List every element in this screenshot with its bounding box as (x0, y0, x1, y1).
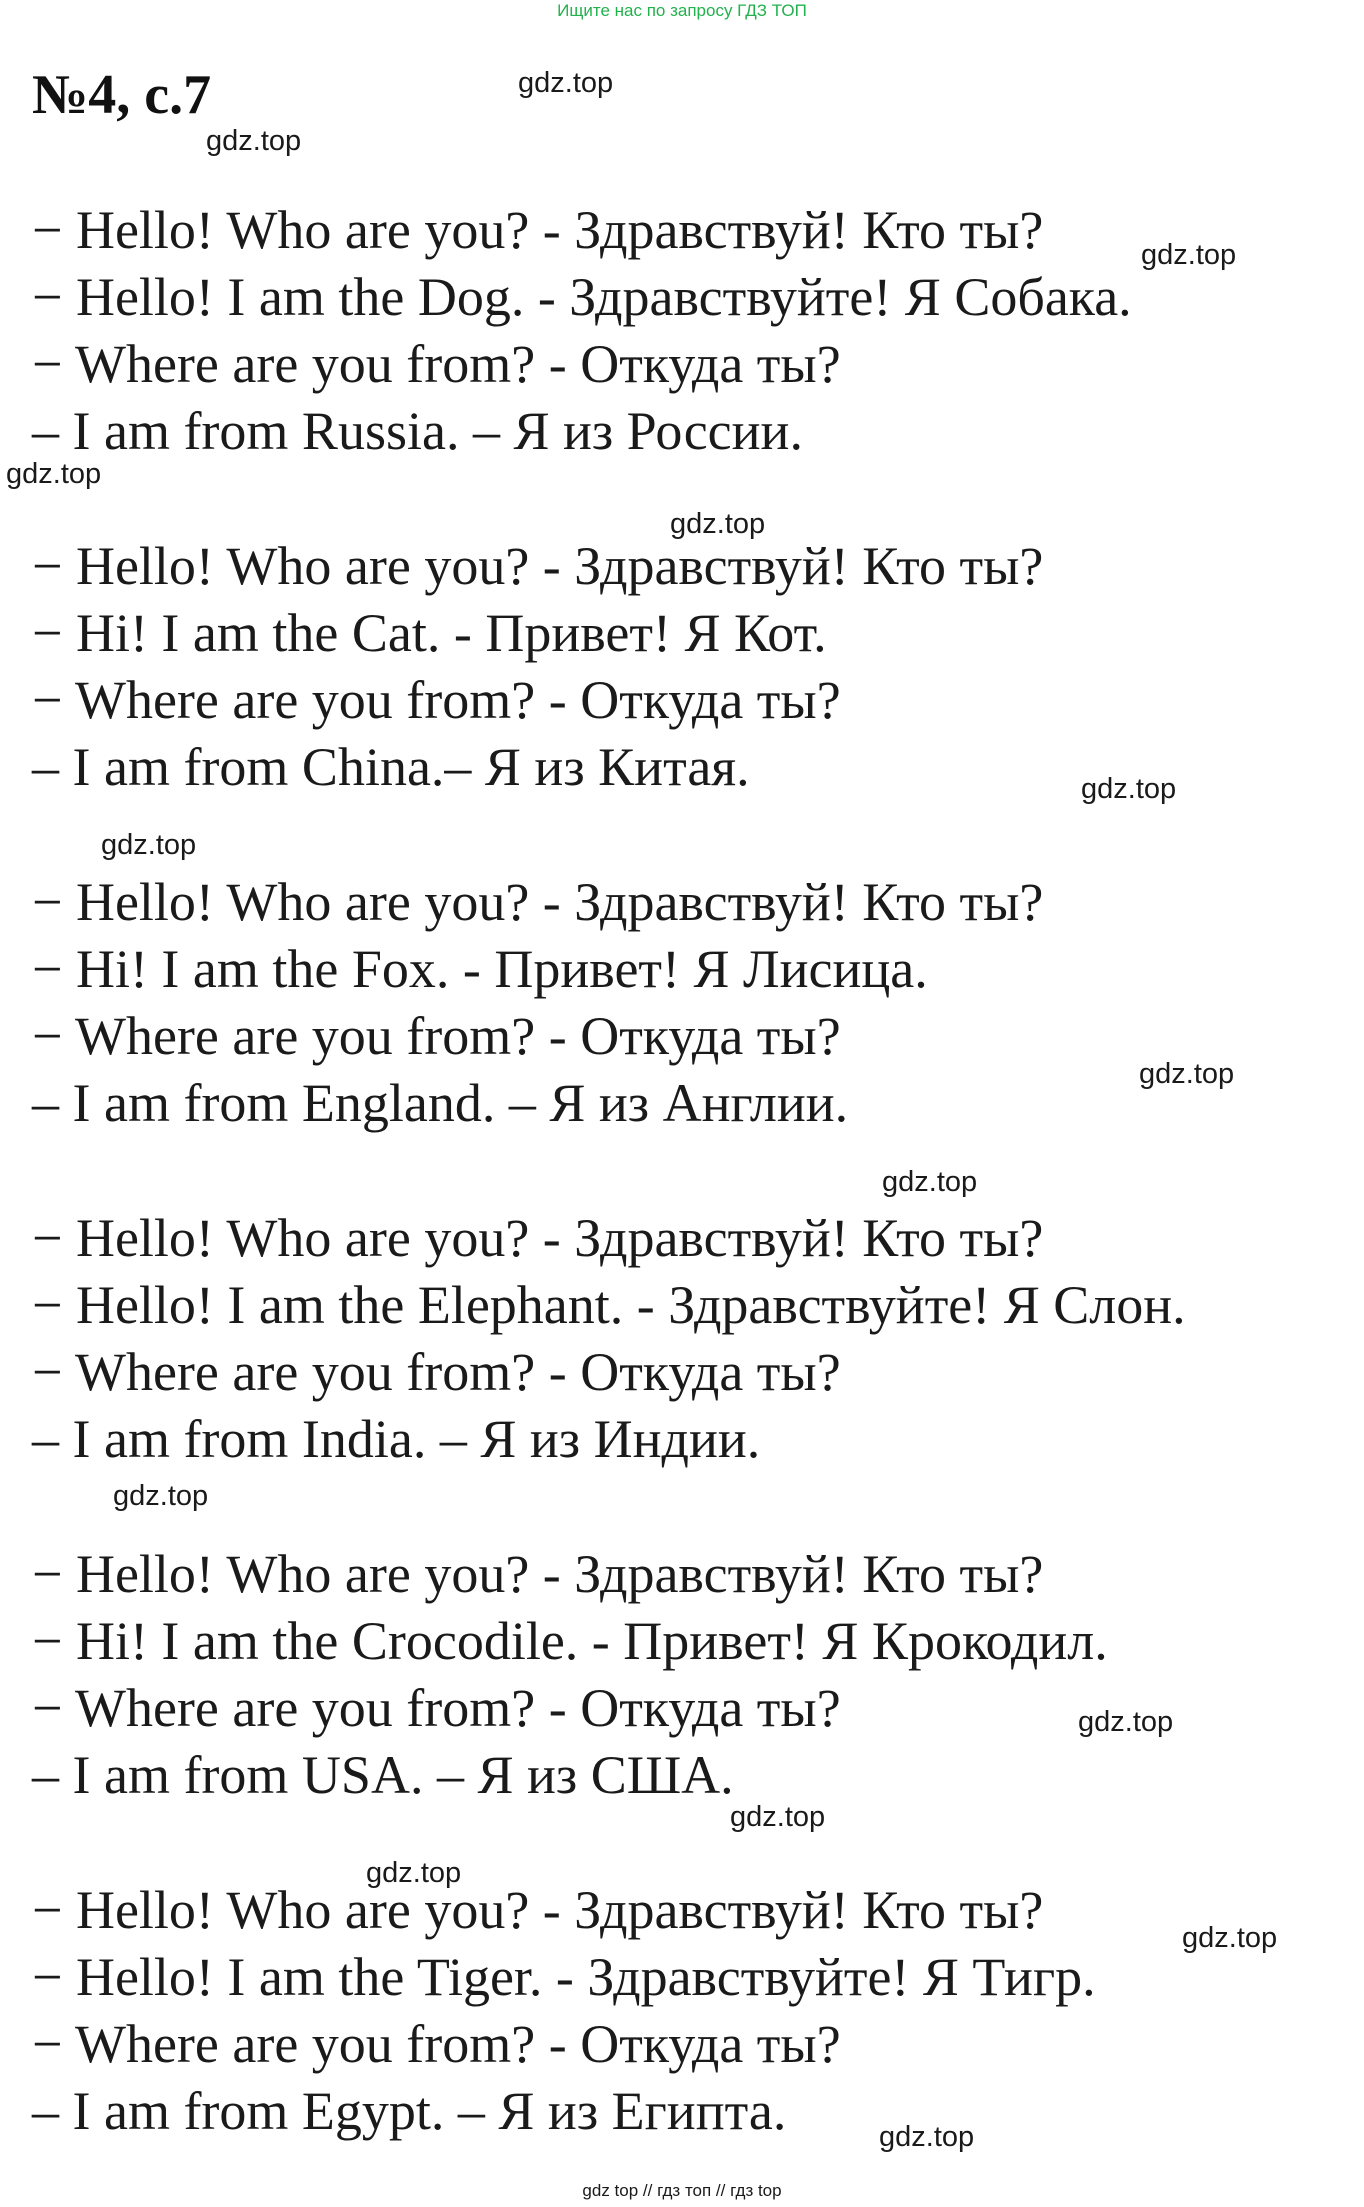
dialogue-6-line-2: − Hello! I am the Tiger. - Здравствуйте! Я Тигр. (32, 1947, 1096, 2007)
watermark: gdz.top (879, 2121, 975, 2153)
watermark: gdz.top (518, 67, 614, 99)
page-title: №4, с.7 (32, 64, 212, 126)
dialogue-4-line-2: − Hello! I am the Elephant. - Здравствуйте! Я Слон. (32, 1275, 1186, 1335)
dialogue-5-line-2: − Hi! I am the Crocodile. - Привет! Я Крокодил. (32, 1611, 1108, 1671)
dialogue-6-line-1: − Hello! Who are you? - Здравствуй! Кто ты? (32, 1880, 1044, 1940)
dialogue-3-line-4: – I am from England. – Я из Англии. (32, 1073, 849, 1133)
watermark: gdz.top (1141, 239, 1237, 271)
dialogue-4-line-4: – I am from India. – Я из Индии. (32, 1409, 761, 1469)
dialogue-1-line-4: – I am from Russia. – Я из России. (32, 401, 803, 461)
dialogue-1-line-1: − Hello! Who are you? - Здравствуй! Кто ты? (32, 200, 1044, 260)
watermark: gdz.top (1081, 773, 1177, 805)
watermark: gdz.top (730, 1801, 826, 1833)
dialogue-5-line-3: − Where are you from? - Откуда ты? (32, 1678, 841, 1738)
dialogue-5-line-1: − Hello! Who are you? - Здравствуй! Кто ты? (32, 1544, 1044, 1604)
dialogue-4-line-3: − Where are you from? - Откуда ты? (32, 1342, 841, 1402)
dialogue-4-line-1: − Hello! Who are you? - Здравствуй! Кто ты? (32, 1208, 1044, 1268)
watermark: gdz.top (206, 125, 302, 157)
watermark: gdz.top (113, 1480, 209, 1512)
dialogue-6-line-4: – I am from Egypt. – Я из Египта. (32, 2081, 787, 2141)
dialogue-2-line-2: − Hi! I am the Cat. - Привет! Я Кот. (32, 603, 827, 663)
watermark: gdz.top (882, 1166, 978, 1198)
dialogue-1-line-3: − Where are you from? - Откуда ты? (32, 334, 841, 394)
footer: gdz top // гдз топ // гдз top (582, 2181, 782, 2200)
dialogue-3-line-3: − Where are you from? - Откуда ты? (32, 1006, 841, 1066)
watermark: gdz.top (6, 458, 102, 490)
dialogue-6-line-3: − Where are you from? - Откуда ты? (32, 2014, 841, 2074)
watermark: gdz.top (101, 829, 197, 861)
dialogue-5-line-4: – I am from USA. – Я из США. (32, 1745, 734, 1805)
watermark: gdz.top (366, 1857, 462, 1889)
dialogue-2-line-3: − Where are you from? - Откуда ты? (32, 670, 841, 730)
watermark: gdz.top (670, 508, 766, 540)
watermark: gdz.top (1139, 1058, 1235, 1090)
dialogue-2-line-4: – I am from China.– Я из Китая. (32, 737, 750, 797)
dialogue-1-line-2: − Hello! I am the Dog. - Здравствуйте! Я Собака. (32, 267, 1132, 327)
dialogue-3-line-2: − Hi! I am the Fox. - Привет! Я Лисица. (32, 939, 928, 999)
watermark: gdz.top (1078, 1706, 1174, 1738)
top-banner: Ищите нас по запросу ГДЗ ТОП (557, 1, 807, 20)
dialogue-2-line-1: − Hello! Who are you? - Здравствуй! Кто ты? (32, 536, 1044, 596)
watermark: gdz.top (1182, 1922, 1278, 1954)
dialogue-3-line-1: − Hello! Who are you? - Здравствуй! Кто ты? (32, 872, 1044, 932)
